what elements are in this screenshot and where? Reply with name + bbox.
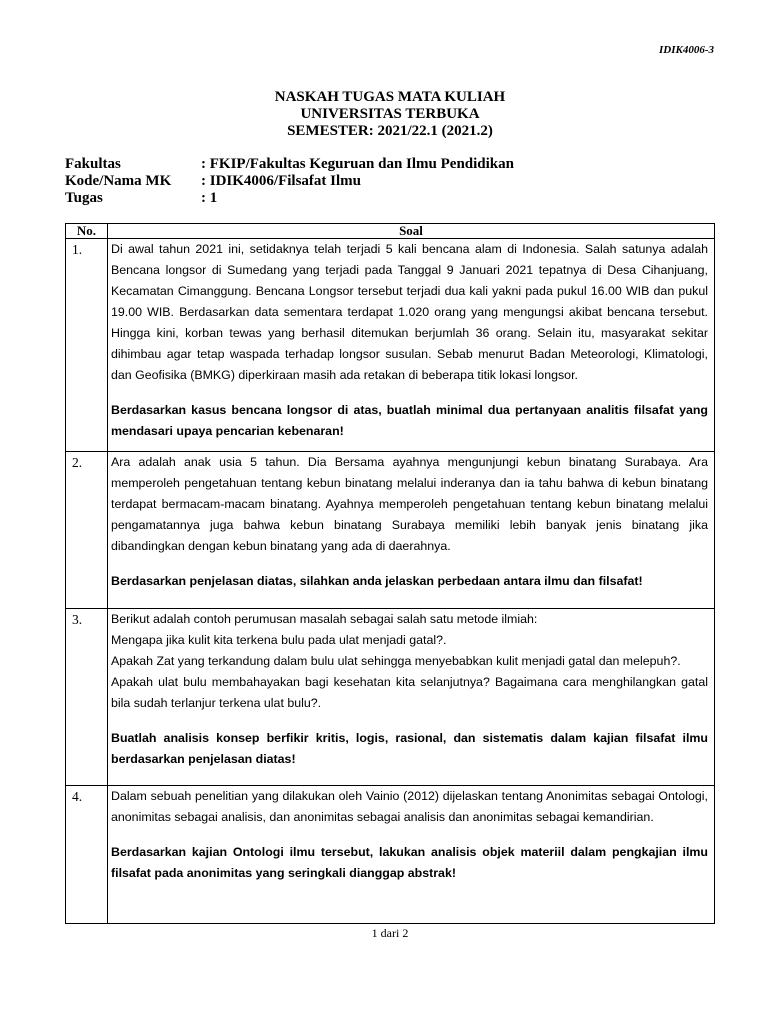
- question-text: Dalam sebuah penelitian yang dilakukan oleh Vainio (2012) dijelaskan tentang Anonimitas sebagai Ontologi, anonimitas sebagai analisis, dan anonimitas sebagai analisis dan anonimitas sebagai kemandirian.: [111, 789, 708, 824]
- question-body: [108, 786, 715, 924]
- meta-value: : FKIP/Fakultas Keguruan dan Ilmu Pendidikan: [201, 156, 514, 172]
- question-prompt: Buatlah analisis konsep berfikir kritis, logis, rasional, dan sistematis dalam kajian filsafat ilmu berdasarkan penjelasan diatas!: [111, 731, 708, 766]
- question-text: Ara adalah anak usia 5 tahun. Dia Bersama ayahnya mengunjungi kebun binatang Surabaya. Ara memperoleh pengetahuan tentang kebun binatang melalui inderanya dan ia tahu bahwa di kebun binatang terdapat bermacam-macam binatang. Ayahnya memperoleh pengetahuan tentang kebun binatang melalui pengamatannya juga bahwa kebun binatang Surabaya memiliki lebih banyak jenis binatang jika dibandingkan dengan kebun binatang yang ada di daerahnya.: [111, 455, 708, 553]
- question-body: [108, 609, 715, 786]
- question-prompt: Berdasarkan kasus bencana longsor di atas, buatlah minimal dua pertanyaan analitis filsafat yang mendasari upaya pencarian kebenaran!: [111, 403, 708, 438]
- page-number: 1 dari 2: [371, 926, 409, 940]
- question-number: 4.: [66, 786, 108, 924]
- table-row: [66, 452, 715, 609]
- meta-key: Tugas: [65, 190, 103, 206]
- table-row: [66, 786, 715, 924]
- meta-row-fakultas: [65, 156, 514, 173]
- question-text: Mengapa jika kulit kita terkena bulu pada ulat menjadi gatal?.: [111, 633, 447, 647]
- title-line: UNIVERSITAS TERBUKA: [300, 106, 480, 122]
- meta-row-tugas: [65, 190, 514, 207]
- question-text: Berikut adalah contoh perumusan masalah sebagai salah satu metode ilmiah:: [111, 612, 538, 626]
- document-title: [0, 89, 768, 140]
- question-body: [108, 452, 715, 609]
- question-number: 2.: [66, 452, 108, 609]
- meta-key: Kode/Nama MK: [65, 173, 172, 189]
- meta-row-kode: [65, 173, 514, 190]
- header-soal: Soal: [108, 224, 715, 239]
- question-prompt: Berdasarkan penjelasan diatas, silahkan anda jelaskan perbedaan antara ilmu dan filsafat!: [111, 574, 643, 588]
- title-line: NASKAH TUGAS MATA KULIAH: [274, 89, 506, 105]
- title-line: SEMESTER: 2021/22.1 (2021.2): [287, 123, 493, 139]
- question-number: 3.: [66, 609, 108, 786]
- course-meta: [65, 156, 514, 207]
- meta-value: : IDIK4006/Filsafat Ilmu: [201, 173, 362, 189]
- question-text: Di awal tahun 2021 ini, setidaknya telah terjadi 5 kali bencana alam di Indonesia. Salah satunya adalah Bencana longsor di Sumedang yang terjadi pada Tanggal 9 Januari 2021 tepatnya di Desa Cihanjuang, Kecamatan Cimanggung. Bencana Longsor tersebut terjadi dua kali yakni pada pukul 16.00 WIB dan pukul 19.00 WIB. Berdasarkan data sementara terdapat 1.020 orang yang mengungsi akibat bencana tersebut. Hingga kini, korban tewas yang berhasil ditemukan berjumlah 36 orang. Selain itu, masyarakat sekitar dihimbau agar tetap waspada terhadap longsor susulan. Sebab menurut Badan Meteorologi, Klimatologi, dan Geofisika (BMKG) diperkiraan masih ada retakan di beberapa titik lokasi longsor.: [111, 242, 708, 382]
- question-prompt: Berdasarkan kajian Ontologi ilmu tersebut, lakukan analisis objek materiil dalam pengkajian ilmu filsafat pada anonimitas yang seringkali dianggap abstrak!: [111, 845, 708, 880]
- meta-value: : 1: [201, 190, 218, 206]
- table-row: [66, 609, 715, 786]
- table-row: [66, 239, 715, 452]
- document-code: IDIK4006-3: [658, 44, 714, 56]
- header-no: No.: [66, 224, 108, 239]
- question-text: Apakah ulat bulu membahayakan bagi kesehatan kita selanjutnya? Bagaimana cara menghilangkan gatal bila sudah terlanjur terkena ulat bulu?.: [111, 675, 708, 710]
- meta-key: Fakultas: [65, 156, 121, 172]
- question-text: Apakah Zat yang terkandung dalam bulu ulat sehingga menyebabkan kulit menjadi gatal dan melepuh?.: [111, 654, 681, 668]
- questions-table: [65, 223, 715, 924]
- question-number: 1.: [66, 239, 108, 452]
- question-body: [108, 239, 715, 452]
- table-header-row: [66, 224, 715, 239]
